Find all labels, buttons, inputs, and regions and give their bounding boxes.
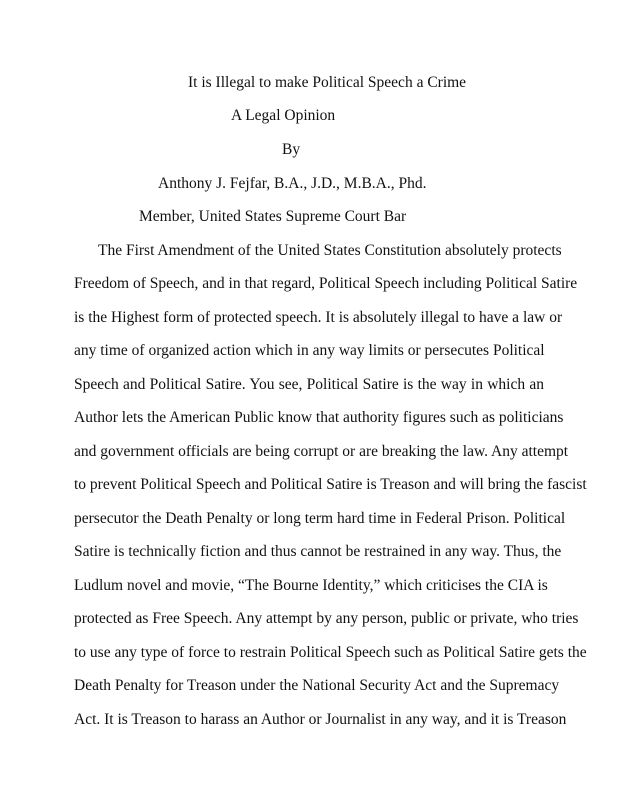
paragraph-line: Ludlum novel and movie, “The Bourne Identity,” which criticises the CIA is: [74, 577, 548, 594]
paragraph-line: persecutor the Death Penalty or long term hard time in Federal Prison. Political: [74, 510, 566, 527]
author-name: Anthony J. Fejfar, B.A., J.D., M.B.A., Phd.: [158, 175, 427, 192]
paragraph-line: to use any type of force to restrain Political Speech such as Political Satire gets the: [74, 644, 587, 661]
byline: By: [282, 141, 301, 158]
paragraph-line: any time of organized action which in any way limits or persecutes Political: [74, 342, 545, 359]
paragraph-line: Death Penalty for Treason under the National Security Act and the Supremacy: [74, 677, 560, 694]
paragraph-line: Satire is technically fiction and thus cannot be restrained in any way. Thus, the: [74, 543, 562, 560]
paragraph-line: is the Highest form of protected speech. It is absolutely illegal to have a law or: [74, 309, 563, 326]
paragraph-line: The First Amendment of the United States Constitution absolutely protects: [98, 242, 562, 259]
paragraph-line: Author lets the American Public know that authority figures such as politicians: [74, 409, 564, 426]
paragraph-line: to prevent Political Speech and Political Satire is Treason and will bring the fascist: [74, 476, 587, 493]
paragraph-line: Speech and Political Satire. You see, Political Satire is the way in which an: [74, 376, 544, 393]
paragraph-line: Freedom of Speech, and in that regard, Political Speech including Political Satire: [74, 275, 578, 292]
document-subtitle: A Legal Opinion: [231, 107, 336, 124]
paragraph-line: protected as Free Speech. Any attempt by any person, public or private, who tries: [74, 610, 579, 627]
paragraph-line: and government officials are being corrupt or are breaking the law. Any attempt: [74, 443, 569, 460]
document-title: It is Illegal to make Political Speech a Crime: [188, 74, 467, 91]
paragraph-line: Act. It is Treason to harass an Author or Journalist in any way, and it is Treason: [74, 711, 567, 728]
author-affiliation: Member, United States Supreme Court Bar: [139, 208, 407, 225]
